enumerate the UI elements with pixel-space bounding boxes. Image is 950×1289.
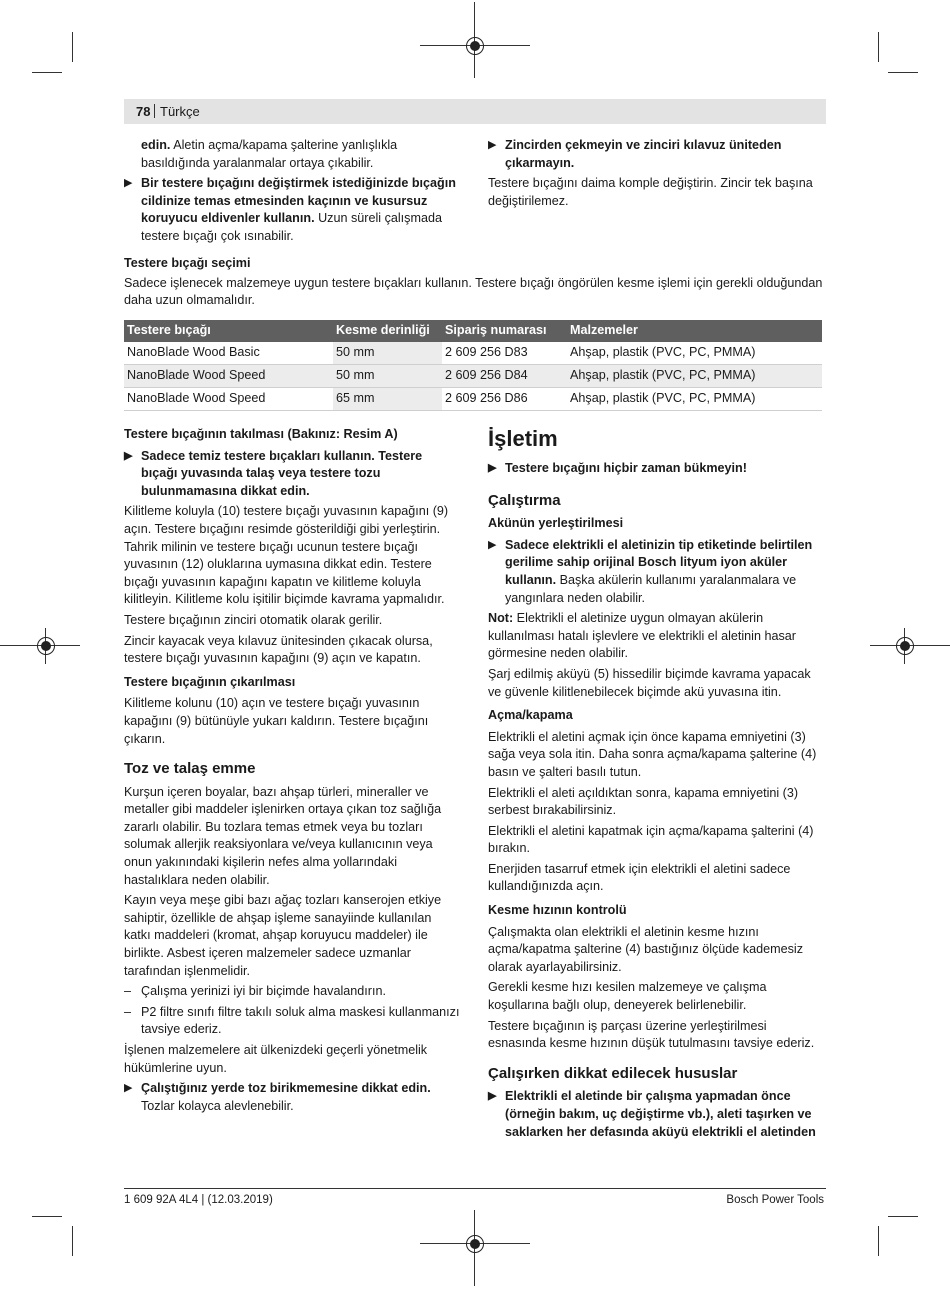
paragraph: edin. Aletin açma/kapama şalterine yanlışlıkla basıldığında yaralanmalar ortaya çıkabilir. xyxy=(141,138,398,170)
crop-mark xyxy=(72,1226,73,1256)
paragraph: Zincir kayacak veya kılavuz ünitesinden çıkacak olursa, testere bıçağı yuvasının kapağını (9) açın ve kapatın. xyxy=(124,633,433,666)
table-cell: 2 609 256 D83 xyxy=(442,342,567,365)
language-label: Türkçe xyxy=(160,104,200,119)
crop-mark xyxy=(888,1216,918,1217)
column-header: Testere bıçağı xyxy=(124,320,333,342)
bullet-item: ▶ Çalıştığınız yerde toz birikmemesine dikkat edin. Tozlar kolayca alevlenebilir. xyxy=(124,1081,431,1113)
arrow-bullet-icon: ▶ xyxy=(488,1090,497,1103)
section-heading: Testere bıçağının çıkarılması xyxy=(124,674,296,689)
paragraph: Testere bıçağının iş parçası üzerine yerleştirilmesi esnasında kesme hızının düşük tutulmasını tavsiye ederiz. xyxy=(488,1018,815,1051)
list-item: – Çalışma yerinizi iyi bir biçimde havalandırın. xyxy=(124,984,386,999)
footer-rule xyxy=(124,1188,826,1189)
lower-right-column xyxy=(488,426,824,1144)
bullet-item: ▶ Zincirden çekmeyin ve zinciri kılavuz üniteden çıkarmayın. xyxy=(488,138,782,170)
table-cell: NanoBlade Wood Speed xyxy=(124,388,333,411)
blade-table xyxy=(124,320,822,411)
table-cell: Ahşap, plastik (PVC, PC, PMMA) xyxy=(567,365,822,388)
table-header-row xyxy=(124,320,822,342)
registration-mark-icon xyxy=(896,637,914,655)
footer-doc-number: 1 609 92A 4L4 | (12.03.2019) xyxy=(124,1194,273,1206)
page-number: 78 xyxy=(136,104,151,119)
crop-mark xyxy=(72,32,73,62)
paragraph: Testere bıçağının zinciri otomatik olarak gerilir. xyxy=(124,612,383,627)
crop-mark xyxy=(888,72,918,73)
arrow-bullet-icon: ▶ xyxy=(124,177,133,190)
section-heading: Kesme hızının kontrolü xyxy=(488,903,627,918)
table-cell: 50 mm xyxy=(333,365,442,388)
bullet-item: ▶ Bir testere bıçağını değiştirmek istediğinizde bıçağın cildinize temas etmesinden kaçının ve kusursuz koruyucu eldivenler kullanın. Uzun süreli çalışmada testere bıçağı çok ısınabilir. xyxy=(124,176,456,243)
chapter-title: İşletim xyxy=(488,426,558,451)
paragraph: Kilitleme kolunu (10) açın ve testere bıçağı yuvasının kapağını (9) bütünüyle yukarı kaldırın. Testere bıçağını çıkarın. xyxy=(124,696,429,746)
column-header: Sipariş numarası xyxy=(442,320,567,342)
paragraph: Kayın veya meşe gibi bazı ağaç tozları kanserojen etkiye sahiptir, özellikle de ahşap işleme sanayiinde kullanılan katkı maddeleri (kromat, ahşap koruyucu maddeler) ile birlikte. Asbest içeren malzemeler sadece uzmanlar tarafından işlenmelidir. xyxy=(124,893,442,978)
blade-selection-section xyxy=(124,255,824,313)
table-cell: 2 609 256 D84 xyxy=(442,365,567,388)
section-title: Çalışırken dikkat edilecek hususlar xyxy=(488,1064,738,1082)
crop-mark xyxy=(878,1226,879,1256)
section-heading: Açma/kapama xyxy=(488,708,573,723)
registration-mark-icon xyxy=(466,37,484,55)
paragraph: Çalışmakta olan elektrikli el aletinin kesme hızını açma/kapatma şalterine (4) bastığınız ölçüde kademesiz olarak ayarlayabilirsiniz. xyxy=(488,924,803,974)
arrow-bullet-icon: ▶ xyxy=(488,538,497,551)
paragraph: Sadece işlenecek malzemeye uygun testere bıçakları kullanın. Testere bıçağı öngörülen kesme işlemi için gerekli olduğundan daha uzun olmamalıdır. xyxy=(124,275,823,308)
crop-mark xyxy=(878,32,879,62)
table-cell: Ahşap, plastik (PVC, PC, PMMA) xyxy=(567,342,822,365)
table-cell: NanoBlade Wood Basic xyxy=(124,342,333,365)
paragraph: Enerjiden tasarruf etmek için elektrikli el aletini sadece kullandığınızda açın. xyxy=(488,861,791,894)
top-left-column xyxy=(124,137,460,249)
top-right-column xyxy=(488,137,824,213)
lower-left-column xyxy=(124,426,460,1118)
arrow-bullet-icon: ▶ xyxy=(124,1082,133,1095)
section-title: Toz ve talaş emme xyxy=(124,760,256,778)
bullet-item: ▶ Sadece elektrikli el aletinizin tip etiketinde belirtilen gerilime sahip orijinal Bosch lityum iyon aküler kullanın. Başka akülerin kullanımı yaralanmalara ve yangınlara neden olabilir. xyxy=(488,537,813,605)
paragraph: Elektrikli el aletini kapatmak için açma/kapama şalterini (4) bırakın. xyxy=(488,823,814,856)
arrow-bullet-icon: ▶ xyxy=(488,462,497,474)
table-cell: 65 mm xyxy=(333,388,442,411)
section-heading: Testere bıçağının takılması (Bakınız: Resim A) xyxy=(124,427,398,441)
paragraph: Kilitleme koluyla (10) testere bıçağı yuvasının kapağını (9) açın. Testere bıçağını resimde gösterildiği gibi yerleştirin. Tahrik milinin ve testere bıçağı ucunun testere bıçağı yuvasının (12) oluklarına uymasına dikkat edin. Testere bıçağı yuvasının kapağını kapatın ve kilitleme koluyla kilitleyin. Kilitleme kolu işitilir biçimde kavrama yapmalıdır. xyxy=(124,504,449,607)
paragraph: Elektrikli el aletini açmak için önce kapama emniyetini (3) sağa veya sola itin. Daha sonra açma/kapama şalterine (4) basın ve şalteri basılı tutun. xyxy=(488,729,817,779)
paragraph: Şarj edilmiş aküyü (5) hissedilir biçimde kavrama yapacak ve güvenle kilitlenebilecek biçimde akü yuvasına itin. xyxy=(488,666,811,699)
section-heading: Akünün yerleştirilmesi xyxy=(488,516,624,531)
paragraph: Testere bıçağını daima komple değiştirin. Zincir tek başına değiştirilemez. xyxy=(488,176,813,208)
arrow-bullet-icon: ▶ xyxy=(488,139,497,151)
paragraph: Kurşun içeren boyalar, bazı ahşap türleri, mineraller ve metaller gibi maddeler işlenirken ortaya çıkan toz sağlığa zararlı olabilir. Bu tozlara temas etmek veya bu tozları solumak allerjik reaksiyonlara ve/veya kullanıcının veya onun yakınındaki kişilerin nefes alma yollarındaki hastalıklara neden olabilir. xyxy=(124,784,442,887)
section-title: Çalıştırma xyxy=(488,491,561,509)
footer-brand: Bosch Power Tools xyxy=(726,1194,824,1206)
column-header: Kesme derinliği xyxy=(333,320,442,342)
bullet-item: ▶ Sadece temiz testere bıçakları kullanın. Testere bıçağı yuvasında talaş veya testere tozu bulunmamasına dikkat edin. xyxy=(124,448,423,498)
table-cell: 50 mm xyxy=(333,342,442,365)
bullet-item: ▶ Elektrikli el aletinde bir çalışma yapmadan önce (örneğin bakım, uç değiştirme vb.), aleti taşırken ve saklarken her defasında aküyü elektrikli el aletinden xyxy=(488,1089,816,1139)
list-item: – P2 filtre sınıfı filtre takılı soluk alma maskesi kullanmanızı tavsiye ederiz. xyxy=(124,1004,460,1037)
table-row xyxy=(124,388,822,411)
registration-mark-icon xyxy=(37,637,55,655)
table-cell: Ahşap, plastik (PVC, PC, PMMA) xyxy=(567,388,822,411)
table-row xyxy=(124,342,822,365)
paragraph: Elektrikli el aleti açıldıktan sonra, kapama emniyetini (3) serbest bırakabilirsiniz. xyxy=(488,785,799,818)
table-cell: NanoBlade Wood Speed xyxy=(124,365,333,388)
table-row xyxy=(124,365,822,388)
paragraph: Gerekli kesme hızı kesilen malzemeye ve çalışma koşullarına bağlı olup, deneyerek belirlenebilir. xyxy=(488,980,767,1013)
paragraph: İşlenen malzemelere ait ülkenizdeki geçerli yönetmelik hükümlerine uyun. xyxy=(124,1043,428,1075)
bullet-item: ▶ Testere bıçağını hiçbir zaman bükmeyin! xyxy=(488,460,824,478)
crop-mark xyxy=(32,1216,62,1217)
table-cell: 2 609 256 D86 xyxy=(442,388,567,411)
page-header xyxy=(124,99,826,124)
crop-mark xyxy=(32,72,62,73)
column-header: Malzemeler xyxy=(567,320,822,342)
header-divider xyxy=(154,104,155,118)
registration-mark-icon xyxy=(466,1235,484,1253)
arrow-bullet-icon: ▶ xyxy=(124,449,133,462)
paragraph: Not: Elektrikli el aletinize uygun olmayan akülerin kullanılması hatalı işlevlere ve elektrikli el aletinin hasar görmesine neden olabilir. xyxy=(488,611,796,661)
section-heading: Testere bıçağı seçimi xyxy=(124,256,251,270)
